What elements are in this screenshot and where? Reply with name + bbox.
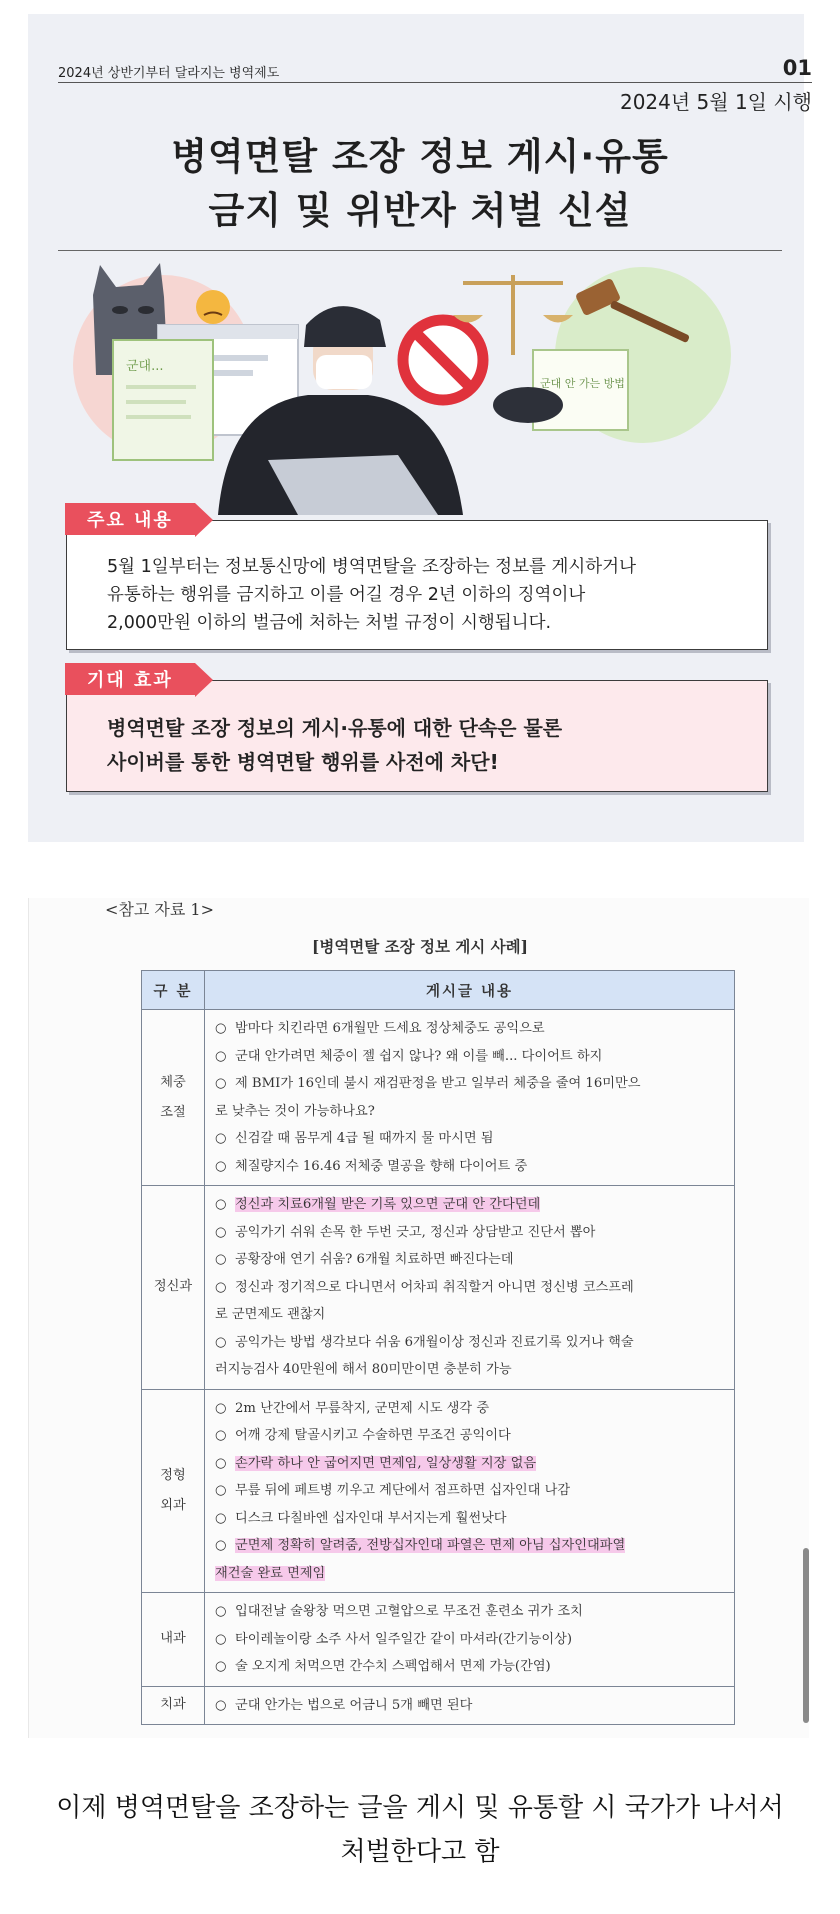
infographic-header: 2024년 상반기부터 달라지는 병역제도: [58, 66, 280, 81]
bullet-icon: ○: [215, 1697, 227, 1713]
bullet-icon: ○: [215, 1538, 227, 1553]
category-cell: [142, 1389, 205, 1593]
computer-mouse: [493, 387, 563, 423]
svg-text:군대...: 군대...: [126, 359, 164, 374]
reference-label: <참고 자료 1>: [105, 900, 214, 919]
category-label: 치과: [160, 1697, 186, 1713]
post-item: [215, 1598, 726, 1626]
post-text: 제 BMI가 16인데 불시 재검판정을 받고 일부러 체중을 줄여 16미만으: [235, 1076, 641, 1091]
post-item: [215, 1043, 726, 1071]
post-item: [215, 1560, 726, 1588]
post-item: [215, 1532, 726, 1560]
title-divider: [58, 250, 782, 251]
effective-date: 2024년 5월 1일 시행: [619, 90, 812, 114]
highlighted-post-text: 손가락 하나 안 굽어지면 면제임, 일상생활 지장 없음: [235, 1455, 537, 1471]
expected-effect-label: 기대 효과: [65, 663, 195, 695]
page-number: 01: [782, 56, 812, 80]
post-item: [215, 1219, 726, 1247]
document-title: [병역면탈 조장 정보 게시 사례]: [312, 937, 528, 956]
highlighted-post-text: 정신과 치료6개월 받은 기록 있으면 군대 안 간다던데: [235, 1197, 541, 1212]
post-item: [215, 1653, 726, 1681]
effect-line: 병역면탈 조장 정보의 게시·유통에 대한 단속은 물론: [107, 716, 563, 740]
post-item: [215, 1015, 726, 1043]
category-cell: [142, 1686, 205, 1725]
category-label: 조절: [160, 1104, 186, 1120]
bullet-icon: ○: [215, 1428, 227, 1443]
category-cell: [142, 1010, 205, 1186]
post-item: [215, 1125, 726, 1153]
post-text: 로 낮추는 것이 가능하나요?: [215, 1103, 375, 1119]
table-header-row: [142, 971, 735, 1010]
bullet-icon: ○: [215, 1021, 227, 1036]
post-text: 타이레놀이랑 소주 사서 일주일간 같이 마셔라(간기능이상): [235, 1631, 572, 1647]
post-item: [215, 1246, 726, 1274]
category-cell: [142, 1593, 205, 1687]
bullet-icon: ○: [215, 1048, 227, 1064]
posts-cell: [205, 1389, 735, 1593]
main-line: 2,000만원 이하의 벌금에 처하는 처벌 규정이 시행됩니다.: [107, 613, 552, 633]
bullet-icon: ○: [215, 1334, 227, 1350]
bullet-icon: ○: [215, 1252, 227, 1267]
bullet-icon: ○: [215, 1483, 227, 1498]
table-row: [142, 1686, 735, 1725]
angry-emoji: [196, 290, 230, 324]
caption: [0, 1786, 840, 1874]
post-text: 공황장애 연기 쉬움? 6개월 치료하면 빠진다는데: [235, 1252, 514, 1267]
svg-text:군대 안 가는 방법: 군대 안 가는 방법: [540, 377, 625, 390]
main-content-box: [66, 510, 768, 650]
main-line: 5월 1일부터는 정보통신망에 병역면탈을 조장하는 정보를 게시하거나: [107, 557, 636, 577]
post-text: 밤마다 치킨라면 6개월만 드세요 정상체중도 공익으로: [235, 1021, 545, 1036]
post-text: 체질량지수 16.46 저체중 멸공을 향해 다이어트 중: [235, 1158, 528, 1174]
category-label: 외과: [160, 1497, 186, 1513]
table-row: [142, 1593, 735, 1687]
posts-cell: [205, 1686, 735, 1725]
title-line-2: 금지 및 위반자 처벌 신설: [208, 189, 632, 232]
post-item: [215, 1274, 726, 1302]
post-text: 무릎 뒤에 페트병 끼우고 계단에서 점프하면 십자인대 나감: [235, 1483, 571, 1498]
post-item: [215, 1505, 726, 1533]
post-item: [215, 1356, 726, 1384]
bullet-icon: ○: [215, 1510, 227, 1526]
bullet-icon: ○: [215, 1131, 227, 1146]
infographic-title: [0, 130, 840, 238]
post-text: 디스크 다칠바엔 십자인대 부서지는게 훨썬낫다: [235, 1510, 507, 1526]
header-content: 게시글 내용: [205, 971, 735, 1010]
bullet-icon: ○: [215, 1076, 227, 1091]
bullet-icon: ○: [215, 1631, 227, 1647]
post-text: 로 군면제도 괜찮지: [215, 1307, 326, 1322]
bullet-icon: ○: [215, 1604, 227, 1619]
post-text: 공익가기 쉬워 손목 한 두번 긋고, 정신과 상담받고 진단서 뽑아: [235, 1224, 596, 1240]
post-text: 러지능검사 40만원에 해서 80미만이면 충분히 가능: [215, 1362, 512, 1377]
hacker-cap: [304, 306, 386, 347]
caption-line-2: 처벌한다고 함: [340, 1837, 500, 1867]
bullet-icon: ○: [215, 1279, 227, 1295]
category-label: 정신과: [153, 1279, 193, 1295]
category-cell: [142, 1186, 205, 1390]
scrollbar[interactable]: [803, 1548, 809, 1723]
category-label: 내과: [160, 1631, 186, 1647]
main-content-text: [107, 553, 741, 637]
post-item: [215, 1329, 726, 1357]
post-item: [215, 1070, 726, 1098]
header-divider: [58, 82, 812, 83]
table-row: [142, 1389, 735, 1593]
category-label: 정형: [160, 1467, 186, 1483]
illustration: [68, 255, 778, 515]
posts-cell: [205, 1593, 735, 1687]
bullet-icon: ○: [215, 1158, 227, 1174]
post-item: [215, 1395, 726, 1423]
bullet-icon: ○: [215, 1659, 227, 1674]
bullet-icon: ○: [215, 1455, 227, 1471]
post-text: 정신과 정기적으로 다니면서 어차피 취직할거 아니면 정신병 코스프레: [235, 1279, 634, 1295]
post-item: [215, 1477, 726, 1505]
post-item: [215, 1626, 726, 1654]
caption-line-1: 이제 병역면탈을 조장하는 글을 게시 및 유통할 시 국가가 나서서: [56, 1793, 784, 1823]
post-item: [215, 1191, 726, 1219]
bullet-icon: ○: [215, 1197, 227, 1212]
post-item: [215, 1450, 726, 1478]
post-text: 입대전날 술왕창 먹으면 고혈압으로 무조건 훈련소 귀가 조치: [235, 1604, 583, 1619]
table-row: [142, 1010, 735, 1186]
posts-cell: [205, 1010, 735, 1186]
category-label: 체중: [160, 1074, 186, 1090]
main-line: 유통하는 행위를 금지하고 이를 어길 경우 2년 이하의 징역이나: [107, 585, 586, 605]
table-row: [142, 1186, 735, 1390]
post-text: 2m 난간에서 무릎착지, 군면제 시도 생각 중: [235, 1400, 490, 1416]
posts-cell: [205, 1186, 735, 1390]
bullet-icon: ○: [215, 1400, 227, 1416]
post-text: 신검갈 때 몸무게 4급 될 때까지 물 마시면 됨: [235, 1131, 494, 1146]
post-item: [215, 1301, 726, 1329]
post-item: [215, 1153, 726, 1181]
hacker-mask: [316, 355, 372, 389]
post-item: [215, 1422, 726, 1450]
post-item: [215, 1692, 726, 1720]
highlighted-post-text: 군면제 정확히 알려줌, 전방십자인대 파열은 면제 아님 십자인대파열: [235, 1538, 626, 1553]
post-text: 군대 안가는 법으로 어금니 5개 빼면 된다: [235, 1697, 473, 1713]
post-text: 술 오지게 처먹으면 간수치 스펙업해서 면제 가능(간염): [235, 1659, 551, 1674]
post-text: 군대 안가려면 체중이 젤 쉽지 않나? 왜 이를 빼... 다이어트 하지: [235, 1048, 603, 1064]
header-category: 구 분: [142, 971, 205, 1010]
effect-line: 사이버를 통한 병역면탈 행위를 사전에 차단!: [107, 750, 499, 774]
cases-table: [141, 970, 735, 1725]
expected-effect-box: [66, 670, 768, 792]
post-text: 어깨 강제 탈골시키고 수술하면 무조건 공익이다: [235, 1428, 511, 1443]
title-line-1: 병역면탈 조장 정보 게시·유통: [171, 135, 669, 178]
expected-effect-text: [107, 711, 741, 779]
post-text: 공익가는 방법 생각보다 쉬움 6개월이상 정신과 진료기록 있거나 핵술: [235, 1334, 634, 1350]
bullet-icon: ○: [215, 1224, 227, 1240]
post-item: [215, 1098, 726, 1126]
highlighted-post-text: 재건술 완료 면제임: [215, 1565, 326, 1581]
main-content-label: 주요 내용: [65, 503, 195, 535]
